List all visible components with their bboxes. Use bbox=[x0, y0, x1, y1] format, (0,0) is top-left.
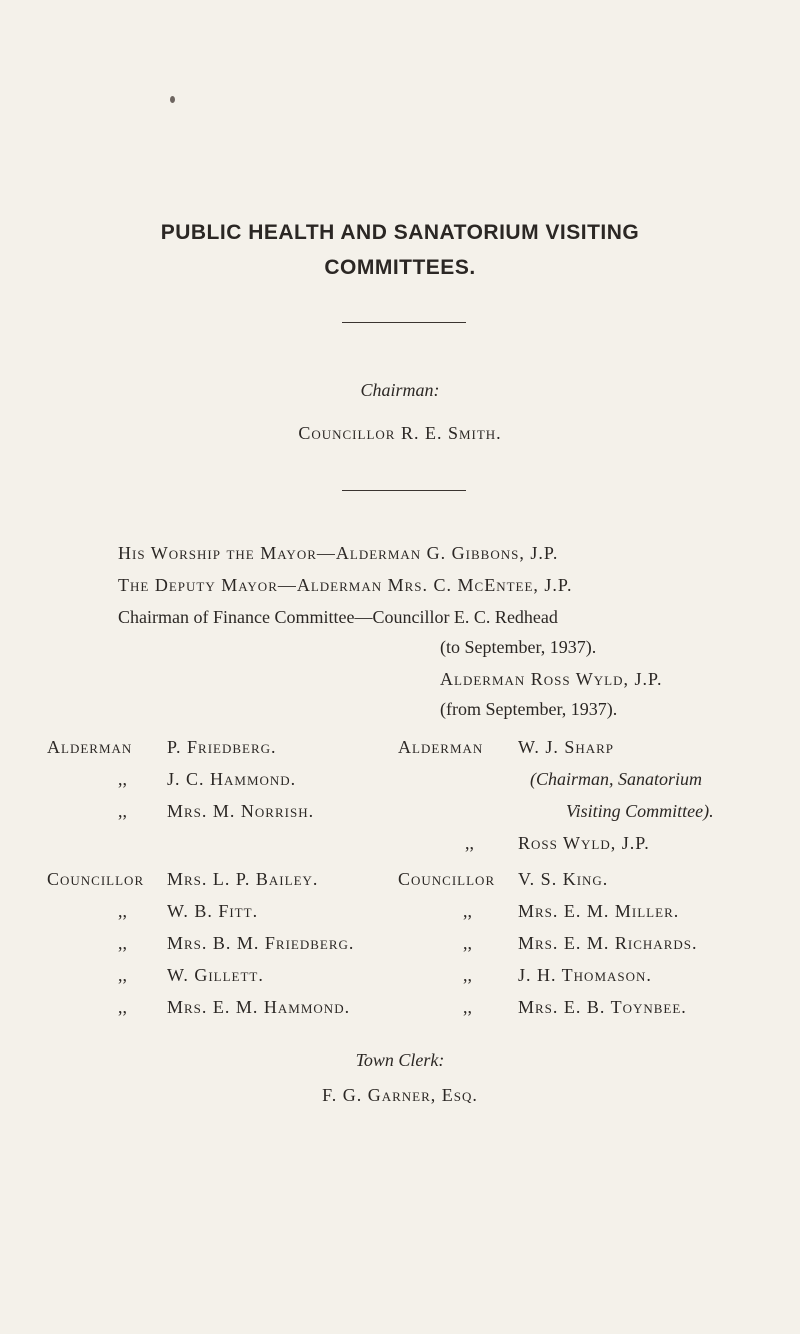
ditto-mark: ,, bbox=[463, 965, 472, 985]
alderman-left-2: J. C. Hammond. bbox=[167, 769, 297, 789]
ditto-mark: ,, bbox=[463, 933, 472, 953]
finance-chair-alt-note: (from September, 1937). bbox=[440, 699, 618, 719]
councillor-right-3: Mrs. E. M. Richards. bbox=[518, 933, 698, 953]
councillor-right-4: J. H. Thomason. bbox=[518, 965, 652, 985]
ditto-mark: ,, bbox=[463, 901, 472, 921]
councillor-title-left: Councillor bbox=[47, 869, 145, 889]
councillor-left-3: Mrs. B. M. Friedberg. bbox=[167, 933, 355, 953]
councillor-right-1: V. S. King. bbox=[518, 869, 609, 889]
ditto-mark: ,, bbox=[118, 997, 127, 1017]
divider-1 bbox=[342, 322, 466, 323]
ditto-mark: ,, bbox=[118, 965, 127, 985]
page-title-line-1: PUBLIC HEALTH AND SANATORIUM VISITING bbox=[160, 221, 640, 244]
alderman-left-3: Mrs. M. Norrish. bbox=[167, 801, 315, 821]
mayor-line: His Worship the Mayor—Alderman G. Gibbons, J.P. bbox=[118, 543, 559, 563]
ditto-mark: ,, bbox=[118, 933, 127, 953]
ditto-mark: ,, bbox=[118, 769, 127, 789]
page-title-line-2: COMMITTEES. bbox=[324, 256, 476, 279]
councillor-left-1: Mrs. L. P. Bailey. bbox=[167, 869, 319, 889]
ditto-mark: ,, bbox=[118, 801, 127, 821]
councillor-left-5: Mrs. E. M. Hammond. bbox=[167, 997, 351, 1017]
councillor-right-5: Mrs. E. B. Toynbee. bbox=[518, 997, 687, 1017]
deputy-mayor-line: The Deputy Mayor—Alderman Mrs. C. McEntee, J.P. bbox=[118, 575, 573, 595]
chairman-name: Councillor R. E. Smith. bbox=[298, 423, 502, 443]
ditto-mark: ,, bbox=[118, 901, 127, 921]
ink-mark bbox=[170, 96, 175, 103]
town-clerk-label: Town Clerk: bbox=[355, 1050, 445, 1070]
ditto-mark: ,, bbox=[465, 833, 474, 853]
town-clerk-name: F. G. Garner, Esq. bbox=[322, 1085, 478, 1105]
alderman-left-1: P. Friedberg. bbox=[167, 737, 277, 757]
alderman-title-right: Alderman bbox=[398, 737, 484, 757]
alderman-title-left: Alderman bbox=[47, 737, 133, 757]
alderman-right-1-note-2: Visiting Committee). bbox=[566, 801, 714, 821]
ditto-mark: ,, bbox=[463, 997, 472, 1017]
alderman-right-1-note-1: (Chairman, Sanatorium bbox=[530, 769, 703, 789]
alderman-right-1: W. J. Sharp bbox=[518, 737, 615, 757]
councillor-title-right: Councillor bbox=[398, 869, 496, 889]
councillor-left-4: W. Gillett. bbox=[167, 965, 264, 985]
finance-chair-alt: Alderman Ross Wyld, J.P. bbox=[440, 669, 663, 689]
finance-chair-note: (to September, 1937). bbox=[440, 637, 597, 657]
councillor-right-2: Mrs. E. M. Miller. bbox=[518, 901, 680, 921]
chairman-label: Chairman: bbox=[360, 380, 440, 400]
divider-2 bbox=[342, 490, 466, 491]
finance-chair-line: Chairman of Finance Committee—Councillor E. C. Redhead bbox=[118, 607, 558, 627]
councillor-left-2: W. B. Fitt. bbox=[167, 901, 259, 921]
alderman-right-2: Ross Wyld, J.P. bbox=[518, 833, 650, 853]
